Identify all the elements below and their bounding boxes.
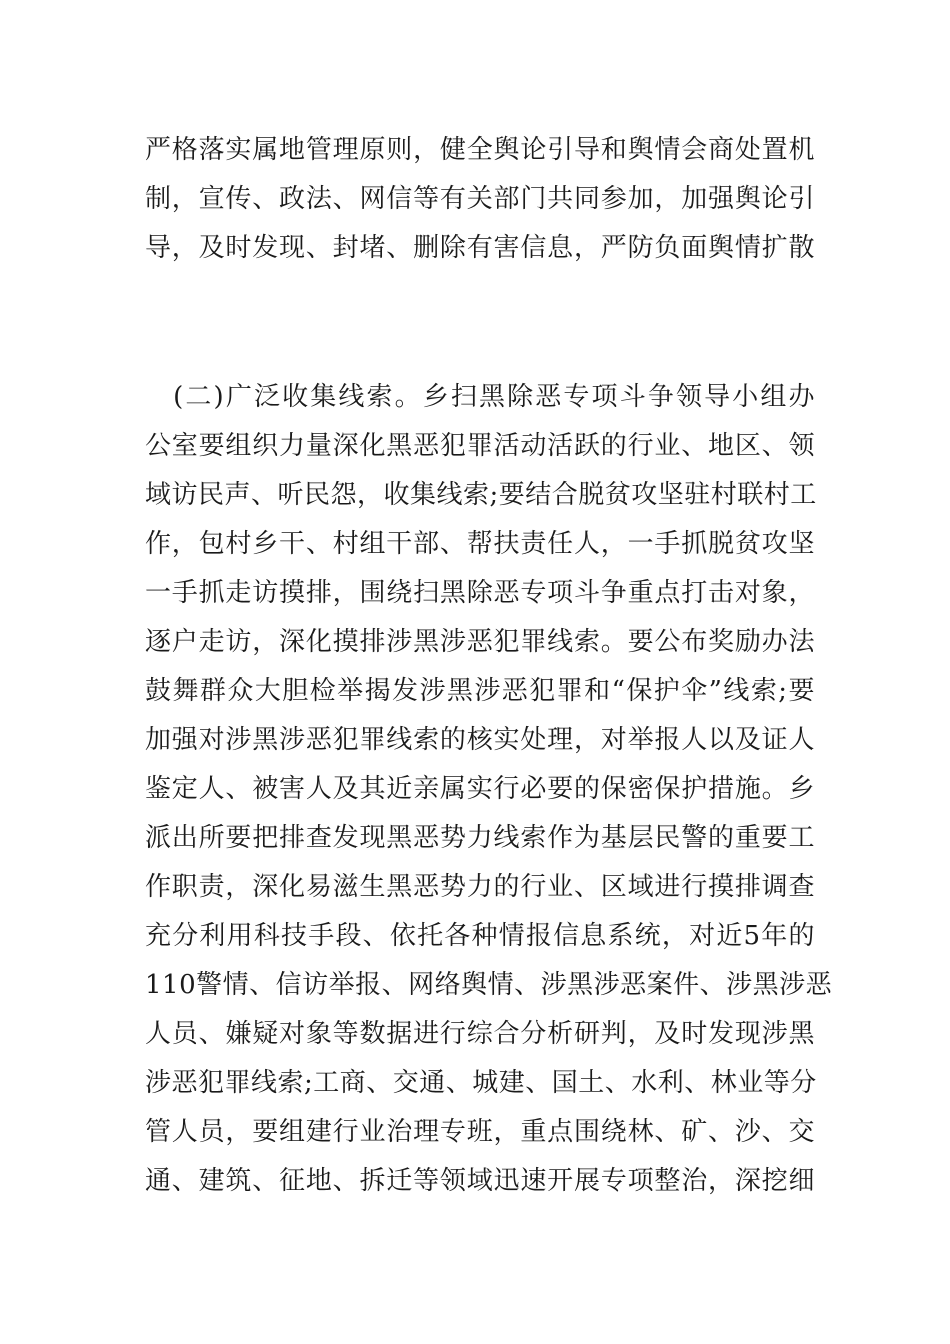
text-line: 导，及时发现、封堵、删除有害信息，严防负面舆情扩散 [145,233,815,263]
text-line: 制，宣传、政法、网信等有关部门共同参加，加强舆论引 [145,184,815,214]
text-line: 涉恶犯罪线索;工商、交通、城建、国土、水利、林业等分 [145,1068,817,1098]
text-line: 作，包村乡干、村组干部、帮扶责任人，一手抓脱贫攻坚 [145,529,815,559]
text-line: 派出所要把排查发现黑恶势力线索作为基层民警的重要工 [145,823,815,853]
text-line: 鼓舞群众大胆检举揭发涉黑涉恶犯罪和“保护伞”线索;要 [145,676,815,706]
text-line: 严格落实属地管理原则，健全舆论引导和舆情会商处置机 [145,135,815,165]
text-line: 公室要组织力量深化黑恶犯罪活动活跃的行业、地区、领 [145,431,815,461]
text-line: 逐户走访，深化摸排涉黑涉恶犯罪线索。要公布奖励办法 [145,627,815,657]
text-line: 人员、嫌疑对象等数据进行综合分析研判，及时发现涉黑 [145,1019,815,1049]
text-line: 充分利用科技手段、依托各种情报信息系统，对近5年的 [145,921,815,951]
text-line: 域访民声、听民怨，收集线索;要结合脱贫攻坚驻村联村工 [145,480,817,510]
text-line: 管人员，要组建行业治理专班，重点围绕林、矿、沙、交 [145,1117,815,1147]
text-line: 一手抓走访摸排，围绕扫黑除恶专项斗争重点打击对象， [145,578,815,608]
text-line: 110警情、信访举报、网络舆情、涉黑涉恶案件、涉黑涉恶 [145,970,833,1000]
text-line: (二)广泛收集线索。乡扫黑除恶专项斗争领导小组办 [145,382,815,412]
text-line: 通、建筑、征地、拆迁等领域迅速开展专项整治，深挖细 [145,1166,815,1196]
text-line: 加强对涉黑涉恶犯罪线索的核实处理，对举报人以及证人 [145,725,815,755]
text-line: 作职责，深化易滋生黑恶势力的行业、区域进行摸排调查 [145,872,815,902]
text-line: 鉴定人、被害人及其近亲属实行必要的保密保护措施。乡 [145,774,815,804]
